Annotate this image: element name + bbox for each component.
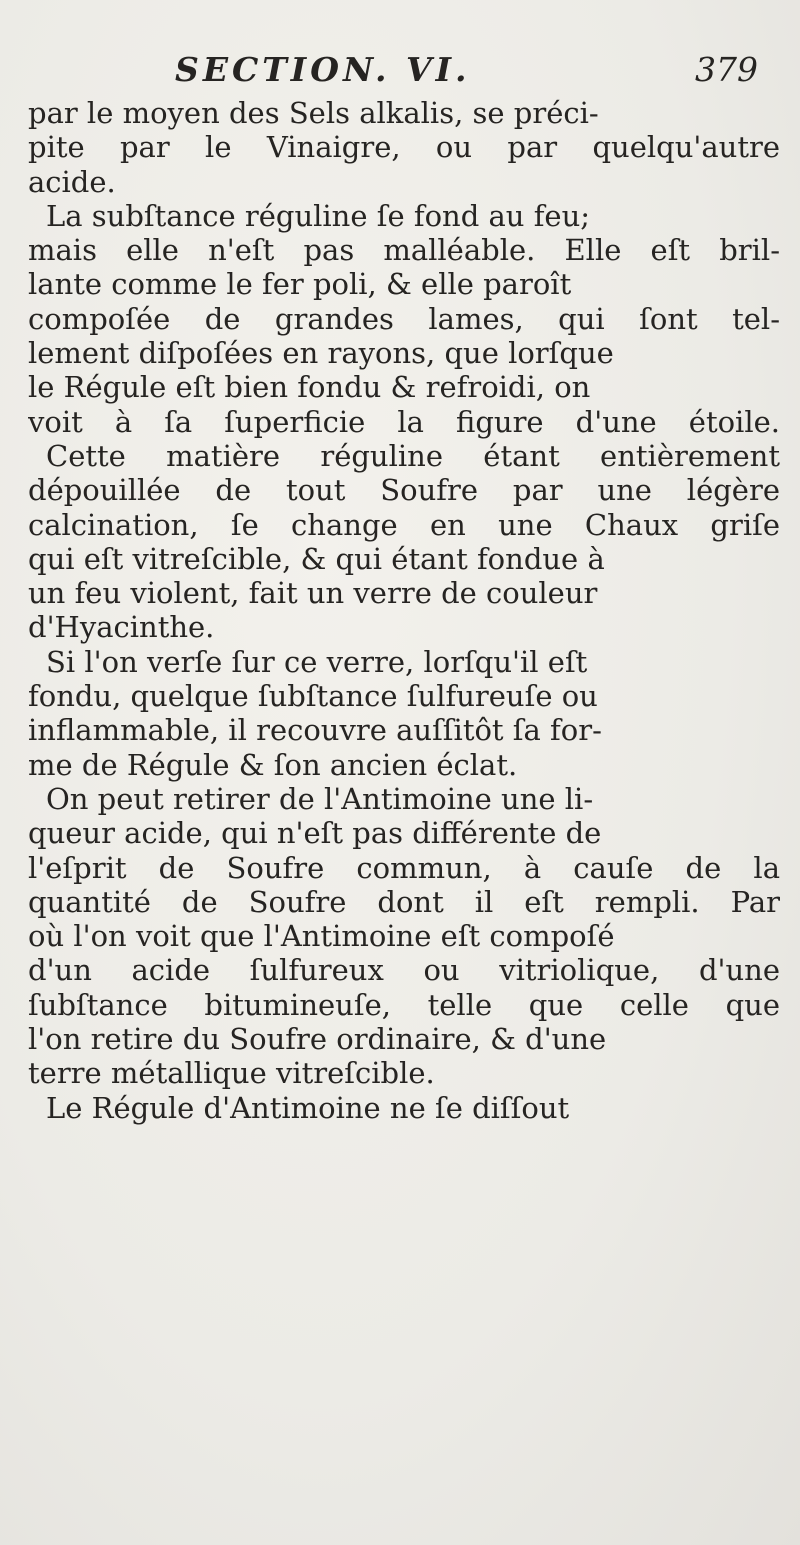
text-line: qui eſt vitreſcible, & qui étant fondue à <box>28 541 605 576</box>
text-line: ſubſtance bitumineuſe, telle que celle que <box>28 987 780 1022</box>
text-line: pite par le Vinaigre, ou par quelqu'autre <box>28 130 780 165</box>
text-line: fondu, quelque ſubſtance ſulfureuſe ou <box>28 679 598 714</box>
text-line: me de Régule & ſon ancien éclat. <box>28 747 518 782</box>
text-line: dépouillée de tout Soufre par une légère <box>28 473 780 508</box>
text-line: Si l'on verſe ſur ce verre, lorſqu'il eſt <box>46 644 588 679</box>
text-line: Le Régule d'Antimoine ne ſe diſſout <box>46 1090 570 1125</box>
text-line: d'un acide ſulfureux ou vitriolique, d'une <box>28 953 780 988</box>
page-number: 379 <box>695 50 758 89</box>
page-header <box>0 50 800 98</box>
text-line: où l'on voit que l'Antimoine eſt compoſé <box>28 919 615 954</box>
text-line: voit à ſa ſuperficie la figure d'une étoile. <box>28 404 780 439</box>
text-line: Cette matière réguline étant entièrement <box>46 438 780 473</box>
text-line: par le moyen des Sels alkalis, se préci- <box>28 96 599 130</box>
text-line: l'eſprit de Soufre commun, à cauſe de la <box>28 850 780 885</box>
text-line: queur acide, qui n'eſt pas différente de <box>28 816 602 851</box>
text-line: acide. <box>28 164 116 199</box>
text-line: inflammable, il recouvre auſſitôt ſa for- <box>28 713 602 748</box>
text-line: compoſée de grandes lames, qui ſont tel- <box>28 301 780 336</box>
text-line: le Régule eſt bien fondu & refroidi, on <box>28 370 591 405</box>
running-head: SECTION. VI. <box>175 50 471 89</box>
text-line: un feu violent, fait un verre de couleur <box>28 576 598 611</box>
text-line: On peut retirer de l'Antimoine une li- <box>46 781 594 816</box>
text-line: quantité de Soufre dont il eſt rempli. Par <box>28 884 780 919</box>
text-line: calcination, ſe change en une Chaux griſe <box>28 507 780 542</box>
text-line: d'Hyacinthe. <box>28 610 215 645</box>
text-line: lante comme le fer poli, & elle paroît <box>28 267 572 302</box>
body-text <box>28 96 788 1125</box>
text-line: La subſtance réguline ſe fond au feu; <box>46 198 591 233</box>
text-line: lement diſpoſées en rayons, que lorſque <box>28 336 614 371</box>
text-line: l'on retire du Soufre ordinaire, & d'une <box>28 1022 607 1057</box>
text-line: mais elle n'eſt pas malléable. Elle eſt bril- <box>28 233 780 268</box>
text-line: terre métallique vitreſcible. <box>28 1056 435 1091</box>
